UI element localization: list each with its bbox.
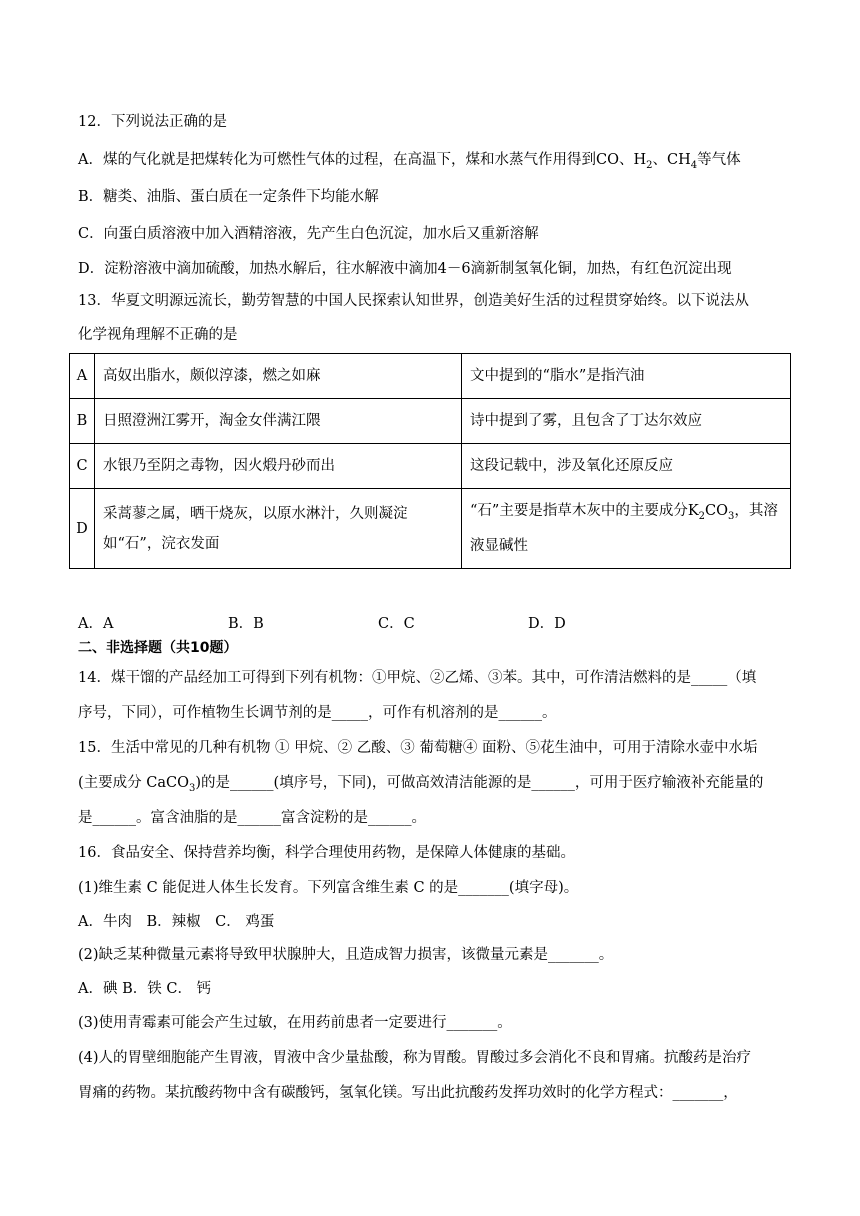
q16-part2: (2)缺乏某种微量元素将导致甲状腺肿大，且造成智力损害，该微量元素是_______。 bbox=[78, 947, 614, 963]
q12-stem: 12．下列说法正确的是 bbox=[78, 114, 227, 130]
row-explain: 诗中提到了雾，且包含了丁达尔效应 bbox=[462, 399, 791, 444]
q12-option-a: A．煤的气化就是把煤转化为可燃性气体的过程，在高温下，煤和水蒸气作用得到CO、$H_2$、$CH_4$等气体 bbox=[78, 152, 741, 171]
row-text: 水银乃至阴之毒物，因火煅丹砂而出 bbox=[95, 444, 462, 489]
q12-option-c: C．向蛋白质溶液中加入酒精溶液，先产生白色沉淀，加水后又重新溶解 bbox=[78, 226, 539, 242]
q14-line2: 序号，下同），可作植物生长调节剂的是_____，可作有机溶剂的是______。 bbox=[78, 705, 557, 721]
table-row bbox=[70, 399, 791, 444]
row-label: A bbox=[70, 354, 95, 399]
q12-option-b: B．糖类、油脂、蛋白质在一定条件下均能水解 bbox=[78, 189, 379, 205]
q16-part1: (1)维生素 C 能促进人体生长发育。下列富含维生素 C 的是_______(填字母)。 bbox=[78, 880, 579, 896]
row-explain: 这段记载中，涉及氧化还原反应 bbox=[462, 444, 791, 489]
table-row bbox=[70, 354, 791, 399]
row-label: B bbox=[70, 399, 95, 444]
row-text: 采蒿蓼之属，晒干烧灰，以原水淋汁，久则凝淀如“石”，浣衣发面 bbox=[95, 489, 462, 569]
row-explain: 文中提到的“脂水”是指汽油 bbox=[462, 354, 791, 399]
row-text: 日照澄洲江雾开，淘金女伴满江隈 bbox=[95, 399, 462, 444]
q16-part4-line1: (4)人的胃壁细胞能产生胃液，胃液中含少量盐酸，称为胃酸。胃酸过多会消化不良和胃痛。抗酸药是治疗 bbox=[78, 1050, 752, 1066]
q16-part3: (3)使用青霉素可能会产生过敏，在用药前患者一定要进行_______。 bbox=[78, 1015, 512, 1031]
q16-part2-options: A．碘 B．铁 C． 钙 bbox=[78, 981, 212, 997]
table-row bbox=[70, 489, 791, 569]
q16-part4-line2: 胃痛的药物。某抗酸药物中含有碳酸钙，氢氧化镁。写出此抗酸药发挥功效时的化学方程式：_______， bbox=[78, 1085, 738, 1101]
row-text: 高奴出脂水，颇似淳漆，燃之如麻 bbox=[95, 354, 462, 399]
q13-stem-line2: 化学视角理解不正确的是 bbox=[78, 327, 238, 343]
q12-option-d: D．淀粉溶液中滴加硫酸，加热水解后，往水解液中滴加4－6滴新制氢氧化铜，加热，有红色沉淀出现 bbox=[78, 261, 732, 277]
q13-option-c: C．C bbox=[378, 616, 415, 632]
q15-line1: 15．生活中常见的几种有机物 ① 甲烷、② 乙酸、③ 葡萄糖④ 面粉、⑤花生油中，可用于清除水壶中水垢 bbox=[78, 740, 758, 756]
table-row bbox=[70, 444, 791, 489]
q14-line1: 14．煤干馏的产品经加工可得到下列有机物：①甲烷、②乙烯、③苯。其中，可作清洁燃料的是_____（填 bbox=[78, 670, 757, 686]
q15-line2: (主要成分 CaCO$_3$)的是______(填序号，下同)，可做高效清洁能源的是______，可用于医疗输液补充能量的 bbox=[78, 775, 764, 794]
q16-stem: 16．食品安全、保持营养均衡，科学合理使用药物，是保障人体健康的基础。 bbox=[78, 845, 575, 861]
q16-part1-options: A．牛肉 B．辣椒 C． 鸡蛋 bbox=[78, 914, 275, 930]
row-label: C bbox=[70, 444, 95, 489]
q13-table bbox=[69, 353, 791, 569]
row-explain: “石”主要是指草木灰中的主要成分$K_2CO_3$，其溶液显碱性 bbox=[462, 489, 791, 569]
row-label: D bbox=[70, 489, 95, 569]
q13-option-a: A．A bbox=[78, 616, 114, 632]
q13-option-d: D．D bbox=[528, 616, 566, 632]
q13-option-b: B．B bbox=[228, 616, 264, 632]
q15-line3: 是______。富含油脂的是______富含淀粉的是______。 bbox=[78, 810, 426, 826]
q13-stem-line1: 13．华夏文明源远流长，勤劳智慧的中国人民探索认知世界，创造美好生活的过程贯穿始终。以下说法从 bbox=[78, 293, 749, 309]
section-heading: 二、非选择题（共10题） bbox=[78, 640, 238, 656]
